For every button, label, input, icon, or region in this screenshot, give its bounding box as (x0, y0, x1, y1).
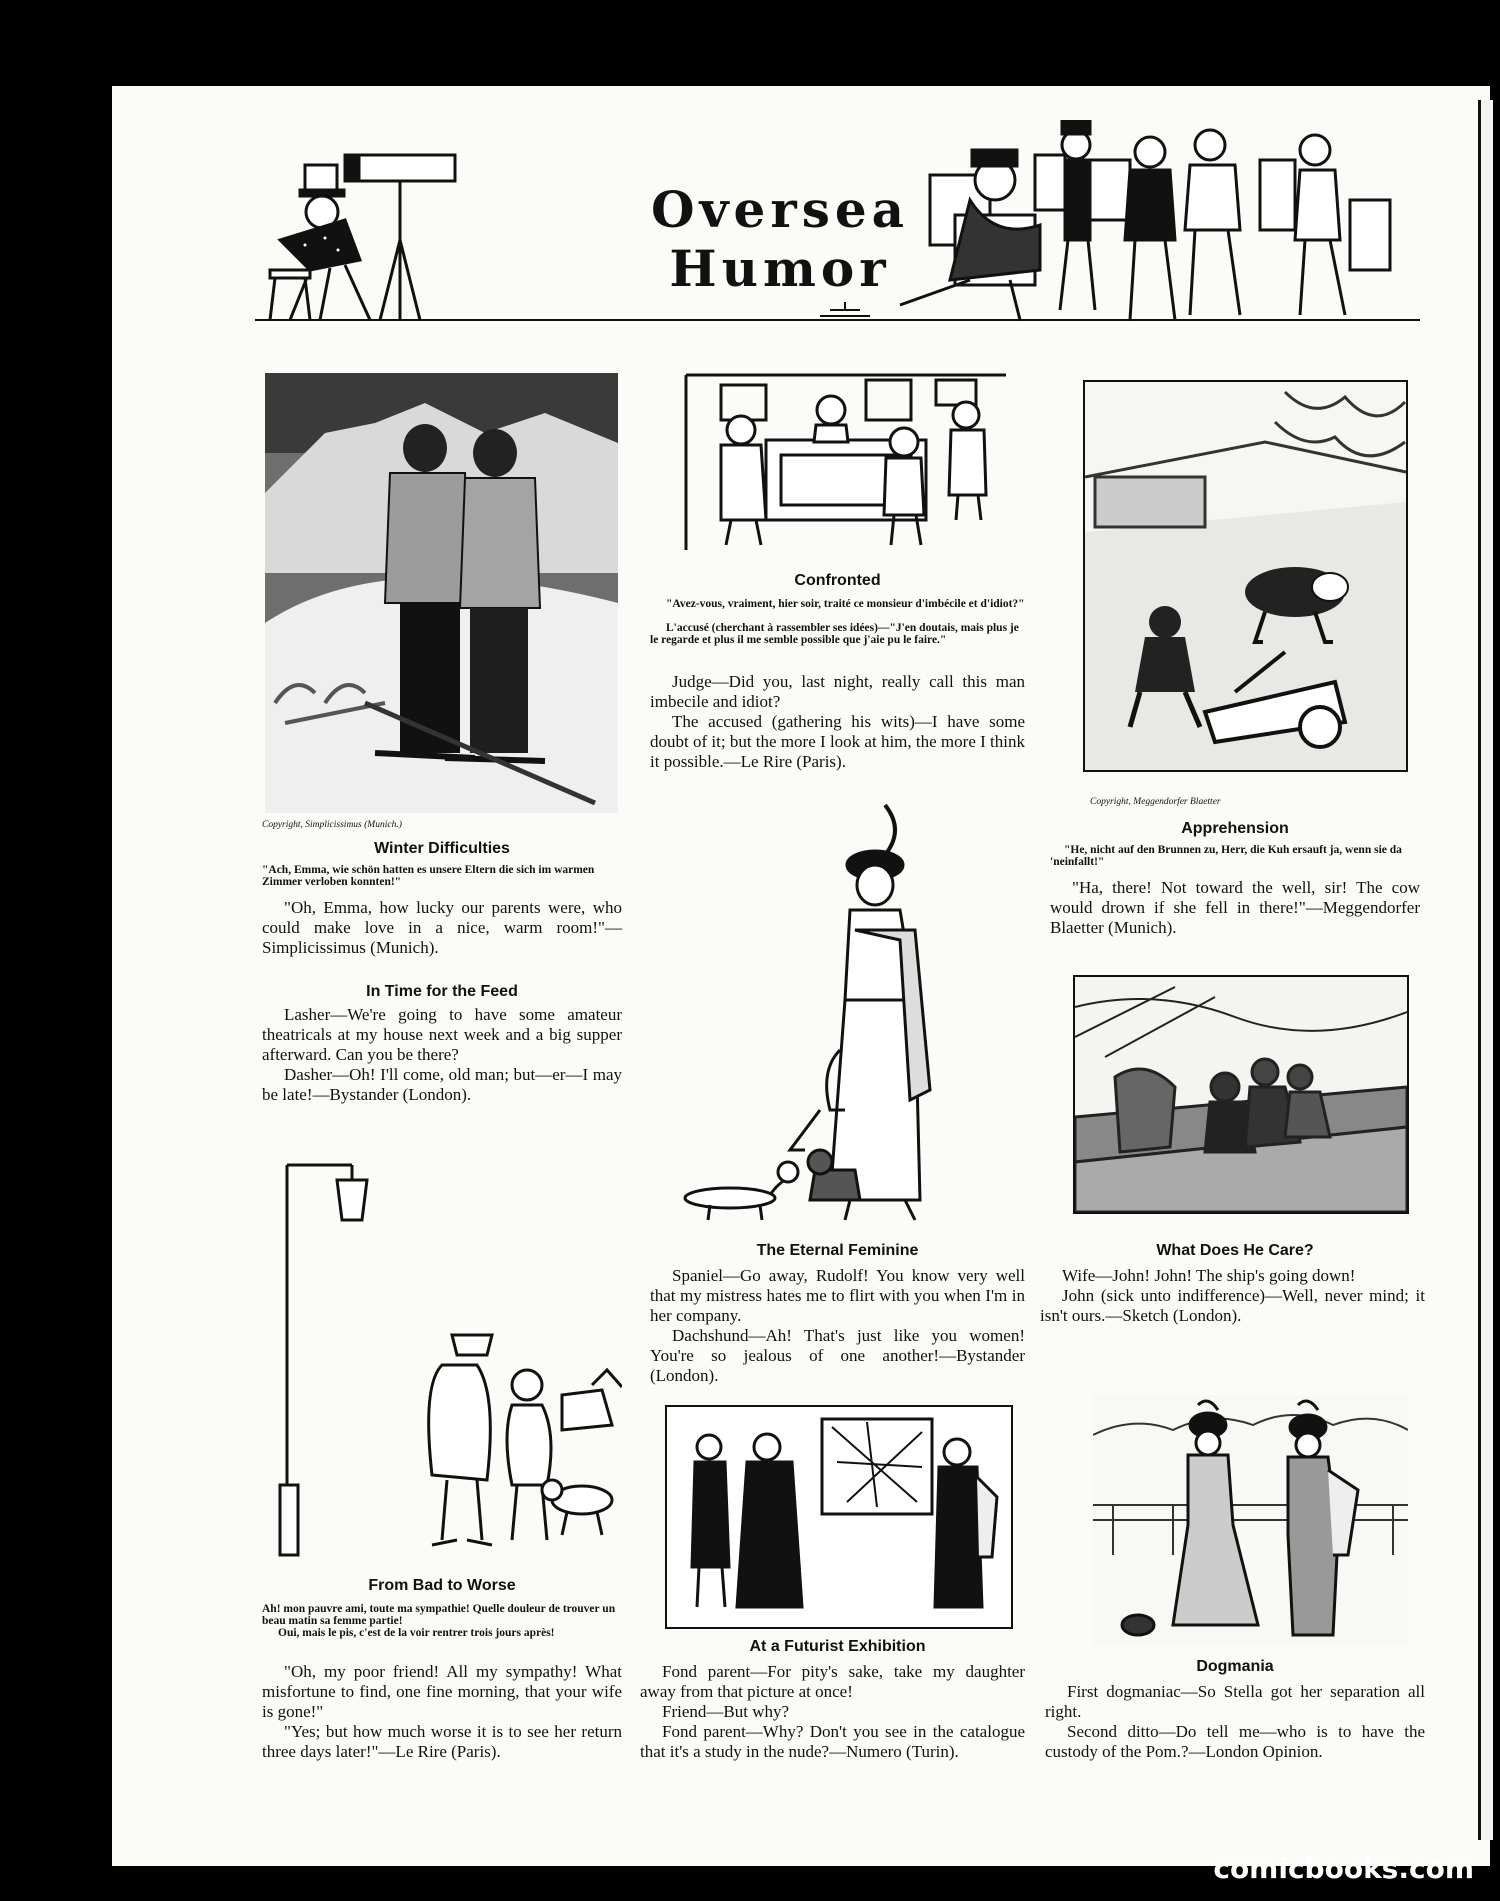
page-title: Oversea Humor (650, 180, 910, 298)
futurist-heading: At a Futurist Exhibition (749, 1638, 926, 1655)
dogmania-text (1045, 1682, 1425, 1762)
care-heading: What Does He Care? (1156, 1242, 1314, 1259)
confronted-paragraph-1: Judge—Did you, last night, really call this man imbecile and idiot? (650, 672, 1025, 711)
feminine-paragraph-2: Dachshund—Ah! That's just like you women! You're so jealous of one another!—Bystander (London). (650, 1326, 1025, 1385)
dogmania-paragraph-1: First dogmaniac—So Stella got her separation all right. (1045, 1682, 1425, 1721)
apprehension-illustration (1085, 382, 1406, 770)
dogmania-illustration (1093, 1395, 1408, 1645)
apprehension-credit: Copyright, Meggendorfer Blaetter (1090, 797, 1221, 807)
confronted-heading: Confronted (794, 572, 881, 589)
apprehension-cartoon (1083, 380, 1408, 772)
confronted-cartoon (666, 370, 1010, 560)
dogmania-cartoon (1093, 1395, 1408, 1645)
feminine-illustration (670, 800, 1010, 1240)
confronted-original-2: L'accusé (cherchant à rassembler ses idées)—"J'en doutais, mais plus je le regarde et plus il me semble possible que j'aie pu le faire." (650, 622, 1019, 646)
badworse-original-1: Ah! mon pauvre ami, toute ma sympathie! Quelle douleur de trouver un beau matin sa femme partie! (262, 1603, 616, 1627)
dogmania-heading: Dogmania (1196, 1658, 1274, 1675)
care-paragraph-1: Wife—John! John! The ship's going down! (1062, 1266, 1356, 1285)
badworse-text (262, 1662, 622, 1762)
badworse-heading: From Bad to Worse (368, 1577, 516, 1594)
winter-illustration (265, 373, 618, 813)
winter-text (262, 898, 622, 958)
feed-heading: In Time for the Feed (366, 983, 518, 1000)
futurist-paragraph-1: Fond parent—For pity's sake, take my daughter away from that picture at once! (640, 1662, 1025, 1701)
page-edge (1478, 100, 1493, 1840)
dogmania-paragraph-2: Second ditto—Do tell me—who is to have the custody of the Pom.?—London Opinion. (1045, 1722, 1425, 1761)
badworse-cartoon (262, 1155, 622, 1565)
apprehension-original: "He, nicht auf den Brunnen zu, Herr, die Kuh ersauft ja, wenn sie da 'neinfallt!" (1050, 844, 1402, 868)
feminine-heading: The Eternal Feminine (756, 1242, 919, 1259)
futurist-paragraph-2: Friend—But why? (662, 1702, 790, 1721)
badworse-original-2: Oui, mais le pis, c'est de la voir rentrer trois jours après! (278, 1627, 555, 1639)
feminine-paragraph-1: Spaniel—Go away, Rudolf! You know very well that my mistress hates me to flirt with you when I'm in her company. (650, 1266, 1025, 1325)
apprehension-paragraph: "Ha, there! Not toward the well, sir! The cow would drown if she fell in there!"—Meggendorfer Blaetter (Munich). (1050, 878, 1420, 937)
futurist-paragraph-3: Fond parent—Why? Don't you see in the catalogue that it's a study in the nude?—Numero (Turin). (640, 1722, 1025, 1761)
feed-paragraph-2: Dasher—Oh! I'll come, old man; but—er—I may be late!—Bystander (London). (262, 1065, 622, 1104)
feed-text (262, 1005, 622, 1105)
care-text (1040, 1266, 1425, 1326)
confronted-text (650, 672, 1025, 772)
badworse-paragraph-1: "Oh, my poor friend! All my sympathy! What misfortune to find, one fine morning, that your wife is gone!" (262, 1662, 622, 1721)
winter-cartoon (265, 373, 618, 813)
winter-heading: Winter Difficulties (374, 840, 510, 857)
confronted-original-1: "Avez-vous, vraiment, hier soir, traité ce monsieur d'imbécile et d'idiot?" (666, 598, 1025, 610)
feminine-cartoon (670, 800, 1010, 1240)
futurist-illustration (667, 1407, 1011, 1627)
feed-paragraph-1: Lasher—We're going to have some amateur theatricals at my house next week and a big supper afterward. Can you be there? (262, 1005, 622, 1064)
care-cartoon (1073, 975, 1409, 1214)
confronted-paragraph-2: The accused (gathering his wits)—I have some doubt of it; but the more I look at him, the more I think it possible.—Le Rire (Paris). (650, 712, 1025, 771)
apprehension-heading: Apprehension (1181, 820, 1289, 837)
futurist-cartoon (665, 1405, 1013, 1629)
care-paragraph-2: John (sick unto indifference)—Well, never mind; it isn't ours.—Sketch (London). (1040, 1286, 1425, 1325)
badworse-illustration (262, 1155, 622, 1565)
apprehension-text (1050, 878, 1420, 938)
feminine-text (650, 1266, 1025, 1386)
winter-credit: Copyright, Simplicissimus (Munich.) (262, 820, 402, 830)
site-watermark: comicbooks.com (1213, 1852, 1474, 1885)
winter-paragraph: "Oh, Emma, how lucky our parents were, who could make love in a nice, warm room!"—Simplicissimus (Munich). (262, 898, 622, 957)
care-illustration (1075, 977, 1407, 1212)
badworse-paragraph-2: "Yes; but how much worse it is to see her return three days later!"—Le Rire (Paris). (262, 1722, 622, 1761)
winter-original: "Ach, Emma, wie schön hatten es unsere Eltern die sich im warmen Zimmer verloben konnten!" (262, 864, 595, 888)
confronted-illustration (666, 370, 1010, 560)
futurist-text (640, 1662, 1025, 1762)
